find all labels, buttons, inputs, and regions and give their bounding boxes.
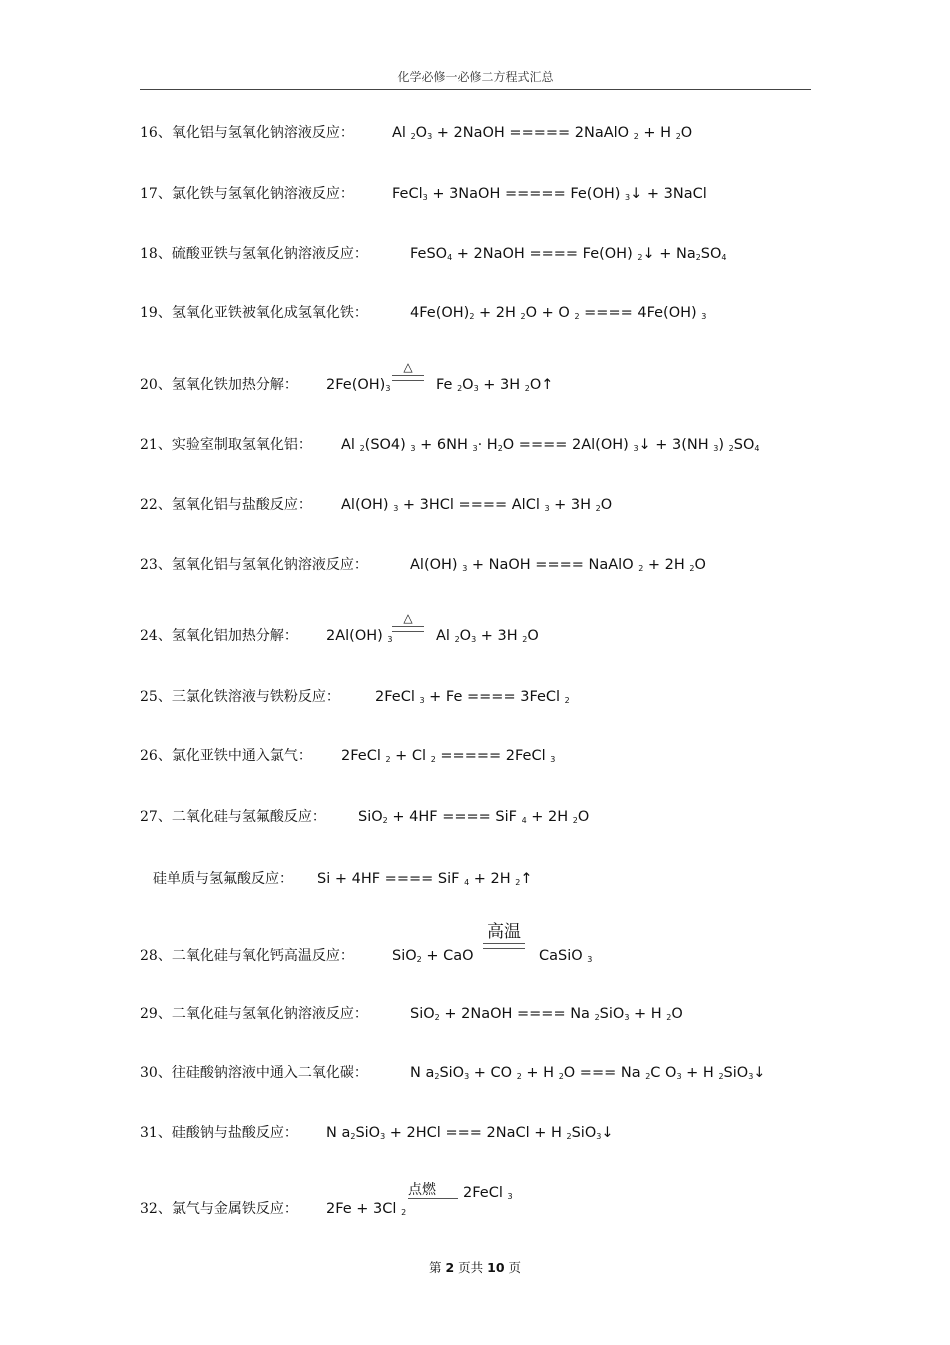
equation-label: 21、实验室制取氢氧化铝：	[140, 437, 312, 453]
equation-label: 23、氢氧化铝与氢氧化钠溶液反应：	[140, 557, 368, 573]
equation-line-27	[140, 807, 590, 827]
heat-symbol: △	[403, 360, 413, 374]
equation-label: 29、二氧化硅与氢氧化钠溶液反应：	[140, 1006, 368, 1022]
equation-line-17	[140, 184, 707, 204]
equation-line-26	[140, 746, 556, 766]
equation-formula: N $a_2SiO_3$ + CO $_2$ + H $_2$O === Na $_2$C $O_3 + H$ $_2$SiO$_3$↓	[410, 1065, 766, 1081]
ignition-condition-arrow	[408, 1183, 458, 1199]
subscript: 3	[507, 1192, 513, 1201]
subscript: 2	[430, 755, 436, 764]
equals-bars	[392, 375, 424, 381]
subscript: 3	[464, 1072, 470, 1081]
subscript: 2	[572, 816, 578, 825]
subscript: 2	[515, 878, 521, 887]
subscript: 2	[454, 635, 460, 644]
subscript: 2	[497, 444, 503, 453]
footer-mid: 页共	[458, 1260, 484, 1275]
equation-formula-reactants: 2Al(OH) $_3$	[326, 628, 393, 644]
subscript: 2	[666, 1013, 672, 1022]
equation-formula-reactants: $2Fe(OH)_3$	[326, 377, 391, 393]
equation-formula-products: Fe $_2O_3 + 3H$ $_2$O↑	[436, 377, 554, 393]
heat-condition-arrow	[392, 361, 424, 381]
subscript: 2	[594, 1013, 600, 1022]
equation-line-23	[140, 555, 706, 575]
equation-formula: FeCl$_3$ + 3NaOH ===== Fe(OH) $_3$↓ + 3NaCl	[392, 186, 707, 202]
equation-formula: Al $_2$(SO4) $_3$ + 6NH $_3\cdot H_2O$ ==== 2Al(OH) $_3$↓ + 3(NH $_3$) $_2SO_4$	[341, 437, 760, 453]
subscript: 2	[434, 1072, 440, 1081]
subscript: 2	[718, 1072, 724, 1081]
equation-label: 28、二氧化硅与氧化钙高温反应：	[140, 948, 354, 964]
equation-formula: 2FeCl $_2$ + Cl $_2$ ===== 2FeCl $_3$	[341, 748, 556, 764]
subscript: 3	[419, 696, 425, 705]
subscript: 2	[645, 1072, 651, 1081]
subscript: 4	[754, 444, 760, 453]
subscript: 2	[524, 384, 530, 393]
subscript: 2	[633, 132, 639, 141]
equation-line-18	[140, 244, 727, 264]
subscript: 2	[410, 132, 416, 141]
subscript: 2	[566, 1132, 572, 1141]
equation-line-32	[140, 1182, 513, 1219]
heat-symbol: △	[403, 611, 413, 625]
equation-formula-reactants: 2Fe + 3Cl $_2$	[326, 1201, 407, 1217]
subscript: 3	[701, 312, 707, 321]
equals-bars	[392, 626, 424, 632]
subscript: 3	[587, 955, 593, 964]
subscript: 3	[544, 504, 550, 513]
subscript: 2	[558, 1072, 564, 1081]
heat-condition-arrow	[392, 612, 424, 632]
subscript: 2	[695, 253, 701, 262]
page-footer	[0, 1258, 950, 1276]
subscript: 3	[427, 132, 433, 141]
subscript: 3	[473, 384, 479, 393]
header-rule	[140, 89, 811, 90]
subscript: 2	[359, 444, 365, 453]
equation-formula-products: 2FeCl $_3$	[463, 1185, 513, 1201]
subscript: 3	[462, 564, 468, 573]
equation-formula: Al(OH) $_3$ + NaOH ==== NaAlO $_2$ + 2H $_2$O	[410, 557, 706, 573]
subscript: 4	[464, 878, 470, 887]
subscript: 3	[410, 444, 416, 453]
equation-line-20	[140, 360, 554, 395]
subscript: 4	[447, 253, 453, 262]
equation-line-29	[140, 1004, 683, 1024]
equation-formula: Al(OH) $_3$ + 3HCl ==== AlCl $_3$ + 3H $_2$O	[341, 497, 613, 513]
equation-formula: Si + 4HF ==== SiF $_4$ + 2H $_2$↑	[317, 871, 533, 887]
subscript: 2	[382, 816, 388, 825]
subscript: 3	[472, 444, 478, 453]
high-temperature-label: 高温	[487, 922, 521, 942]
equation-label: 16、氧化铝与氢氧化钠溶液反应：	[140, 125, 354, 141]
equation-formula: 2FeCl $_3$ + Fe ==== 3FeCl $_2$	[375, 689, 570, 705]
footer-total-pages: 10	[487, 1260, 505, 1275]
equation-line-24	[140, 611, 539, 646]
equation-line-19	[140, 303, 707, 323]
subscript: 2	[457, 384, 463, 393]
equation-label: 20、氢氧化铁加热分解：	[140, 377, 298, 393]
equation-line-25	[140, 687, 570, 707]
subscript: 2	[675, 132, 681, 141]
footer-suffix: 页	[508, 1260, 522, 1275]
subscript: 3	[385, 384, 391, 393]
subscript: 2	[595, 504, 601, 513]
equation-line-22	[140, 495, 613, 515]
equals-bars	[483, 943, 525, 949]
equation-line-16	[140, 123, 693, 143]
equation-label: 19、氢氧化亚铁被氧化成氢氧化铁：	[140, 305, 368, 321]
page-header-title: 化学必修一必修二方程式汇总	[397, 70, 554, 84]
subscript: 3	[380, 1132, 386, 1141]
subscript: 2	[689, 564, 695, 573]
equation-label: 30、往硅酸钠溶液中通入二氧化碳：	[140, 1065, 368, 1081]
subscript: 3	[596, 1132, 602, 1141]
subscript: 3	[748, 1072, 754, 1081]
subscript: 3	[422, 193, 428, 202]
subscript: 2	[516, 1072, 522, 1081]
subscript: 2	[416, 955, 422, 964]
subscript: 3	[676, 1072, 682, 1081]
equation-label: 24、氢氧化铝加热分解：	[140, 628, 298, 644]
equation-formula-products: CaSiO $_3$	[539, 948, 593, 964]
subscript: 2	[434, 1013, 440, 1022]
subscript: 2	[574, 312, 580, 321]
subscript: 4	[721, 253, 727, 262]
equation-label: 17、氯化铁与氢氧化钠溶液反应：	[140, 186, 354, 202]
subscript: 2	[401, 1208, 407, 1217]
subscript: 3	[633, 444, 639, 453]
footer-page-number: 2	[445, 1260, 455, 1275]
equation-formula-products: Al $_2O_3 + 3H$ $_2$O	[436, 628, 539, 644]
equation-line-30	[140, 1063, 766, 1083]
ignition-label: 点燃	[408, 1182, 436, 1198]
equation-formula-reactants: SiO$_2$ + CaO	[392, 948, 474, 964]
equation-formula: N $a_2SiO_3 + 2HCl$ === 2NaCl + H $_2$SiO$_3$↓	[326, 1125, 614, 1141]
equation-line-21	[140, 435, 760, 455]
subscript: 2	[638, 564, 644, 573]
subscript: 3	[625, 193, 631, 202]
subscript: 2	[522, 635, 528, 644]
equation-formula: SiO$_2$ + 2NaOH ==== Na $_2$SiO$_3$ + H $_2$O	[410, 1006, 683, 1022]
equation-label: 18、硫酸亚铁与氢氧化钠溶液反应：	[140, 246, 368, 262]
subscript: 4	[521, 816, 527, 825]
subscript: 2	[520, 312, 526, 321]
subscript: 3	[624, 1013, 630, 1022]
equation-formula: Al $_2O_3$ + 2NaOH ===== 2NaAlO $_2$ + H $_2$O	[392, 125, 693, 141]
subscript: 3	[550, 755, 556, 764]
equation-line-si-hf	[153, 869, 533, 889]
equation-label: 31、硅酸钠与盐酸反应：	[140, 1125, 298, 1141]
equation-label: 25、三氯化铁溶液与铁粉反应：	[140, 689, 340, 705]
subscript: 2	[385, 755, 391, 764]
subscript: 3	[471, 635, 477, 644]
subscript: 2	[728, 444, 734, 453]
subscript: 2	[564, 696, 570, 705]
equation-label: 26、氯化亚铁中通入氯气：	[140, 748, 312, 764]
equation-formula: SiO$_2$ + 4HF ==== SiF $_4$ + 2H $_2$O	[358, 809, 590, 825]
subscript: 3	[387, 635, 393, 644]
condition-bar	[408, 1198, 458, 1199]
subscript: 3	[713, 444, 719, 453]
equation-formula: FeSO$_4$ + 2NaOH ==== Fe(OH) $_2$↓ + $Na_2SO_4$	[410, 246, 727, 262]
equation-label: 硅单质与氢氟酸反应：	[153, 871, 293, 887]
equation-label: 22、氢氧化铝与盐酸反应：	[140, 497, 312, 513]
equation-label: 27、二氧化硅与氢氟酸反应：	[140, 809, 326, 825]
equation-label: 32、氯气与金属铁反应：	[140, 1201, 298, 1217]
equation-line-31	[140, 1123, 614, 1143]
subscript: 3	[393, 504, 399, 513]
subscript: 2	[469, 312, 475, 321]
equation-formula: $4Fe(OH)_2 + 2H$ $_2$O + O $_2$ ==== 4Fe(OH) $_3$	[410, 305, 707, 321]
high-temperature-condition-arrow	[483, 924, 525, 949]
equation-line-28	[140, 922, 593, 966]
subscript: 2	[350, 1132, 356, 1141]
footer-prefix: 第	[428, 1260, 442, 1275]
subscript: 2	[637, 253, 643, 262]
